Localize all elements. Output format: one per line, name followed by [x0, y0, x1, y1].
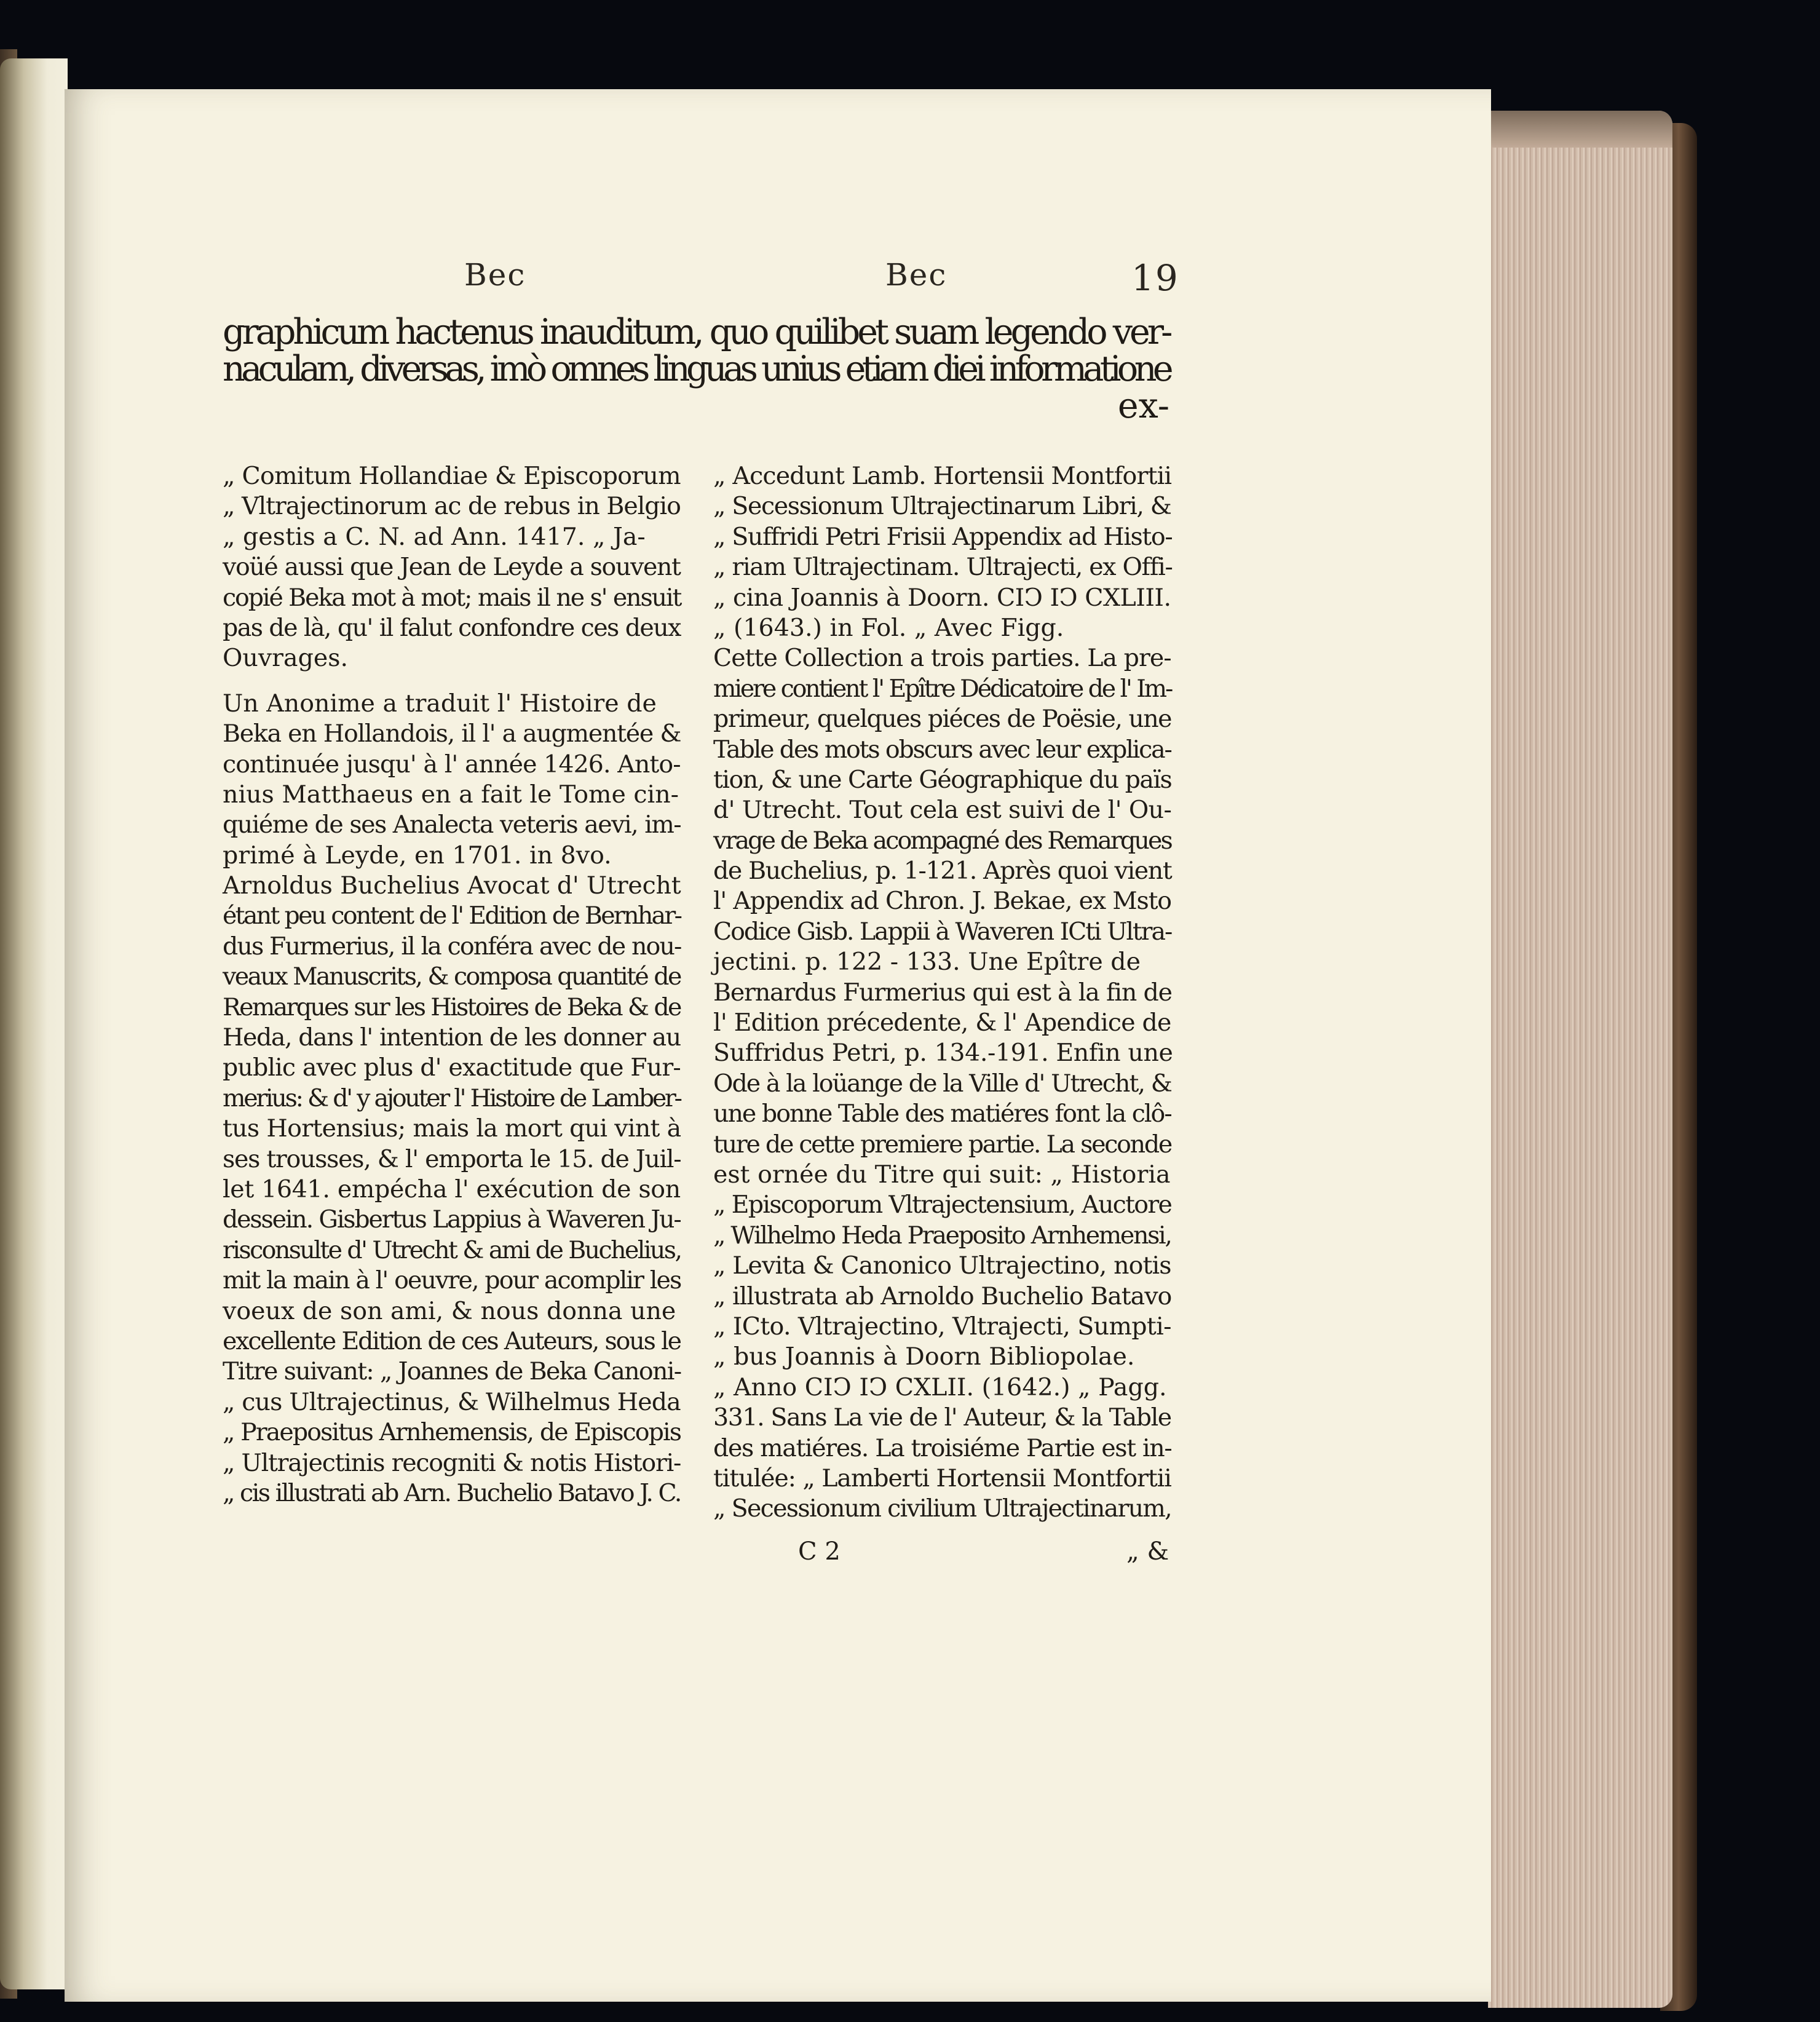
text-line: „ Secessionum civilium Ultrajectinarum, [713, 1494, 1172, 1523]
page-fore-edge [1488, 111, 1672, 2008]
text-line: miere contient l' Epître Dédicatoire de l' Im- [713, 674, 1172, 703]
running-head-left: Bec [464, 257, 526, 293]
text-line: une bonne Table des matiéres font la clô- [713, 1100, 1171, 1128]
text-line: „ Levita & Canonico Ultrajectino, notis [713, 1251, 1171, 1280]
text-line: „ Secessionum Ultrajectinarum Libri, & [713, 492, 1171, 521]
text-line: „ illustrata ab Arnoldo Buchelio Batavo [713, 1282, 1172, 1310]
text-line: public avec plus d' exactitude que Fur- [223, 1053, 681, 1082]
page-number: 19 [1131, 257, 1179, 299]
text-line: nius Matthaeus en a fait le Tome cin- [223, 780, 679, 809]
text-line: „ Anno CIↃ IↃ CXLII. (1642.) „ Pagg. [713, 1373, 1167, 1402]
text-line: Bernardus Furmerius qui est à la fin de [713, 978, 1172, 1007]
text-line: copié Beka mot à mot; mais il ne s' ensuit [223, 583, 681, 612]
text-line: titulée: „ Lamberti Hortensii Montfortii [713, 1464, 1171, 1493]
running-head-center: Bec [885, 257, 948, 293]
left-page-edge [0, 58, 68, 1989]
text-line: „ Accedunt Lamb. Hortensii Montfortii [713, 462, 1172, 490]
text-line: ses trousses, & l' emporta le 15. de Juil- [223, 1144, 681, 1173]
text-line: Table des mots obscurs avec leur explica- [713, 735, 1171, 764]
text-line: „ cus Ultrajectinus, & Wilhelmus Heda [223, 1387, 681, 1416]
text-line: Titre suivant: „ Joannes de Beka Canoni- [223, 1357, 681, 1386]
text-line: Remarques sur les Histoires de Beka & de [223, 993, 681, 1021]
signature-mark: C 2 [798, 1537, 841, 1566]
text-line: quiéme de ses Analecta veteris aevi, im- [223, 811, 681, 839]
text-line: „ ICto. Vltrajectino, Vltrajecti, Sumpti- [713, 1312, 1171, 1341]
text-line: jectini. p. 122 - 133. Une Epître de [713, 948, 1141, 977]
text-line: Codice Gisb. Lappii à Waveren ICti Ultra- [713, 917, 1172, 946]
text-line: „ Episcoporum Vltrajectensium, Auctore [713, 1191, 1172, 1219]
text-line: dus Furmerius, il la conféra avec de nou- [223, 932, 681, 961]
text-line: pas de là, qu' il falut confondre ces deux [223, 613, 681, 642]
text-line: des matiéres. La troisiéme Partie est in- [713, 1433, 1172, 1462]
text-line: excellente Edition de ces Auteurs, sous le [223, 1326, 681, 1355]
text-line: „ cina Joannis à Doorn. CIↃ IↃ CXLIII. [713, 583, 1171, 612]
text-line: risconsulte d' Utrecht & ami de Buchelius, [223, 1235, 681, 1264]
intro-line: graphicum hactenus inauditum, quo quilibet suam legendo ver- [223, 312, 1170, 352]
intro-line: naculam, diversas, imò omnes linguas unius etiam diei informatione [223, 349, 1170, 389]
text-line: „ Ultrajectinis recogniti & notis Histori- [223, 1448, 681, 1477]
text-line: veaux Manuscrits, & composa quantité de [223, 962, 681, 991]
text-line: tion, & une Carte Géographique du païs [713, 765, 1172, 794]
text-line: Un Anonime a traduit l' Histoire de [223, 689, 657, 718]
right-column [713, 461, 1171, 1524]
text-line: Arnoldus Buchelius Avocat d' Utrecht [223, 871, 681, 900]
text-line: Ode à la loüange de la Ville d' Utrecht, & [713, 1069, 1171, 1098]
text-line: de Buchelius, p. 1-121. Après quoi vient [713, 857, 1172, 886]
text-line: vrage de Beka acompagné des Remarques [713, 826, 1171, 855]
text-line: voeux de son ami, & nous donna une [223, 1296, 676, 1325]
text-line: étant peu content de l' Edition de Bernhar- [223, 902, 681, 930]
text-line: let 1641. empécha l' exécution de son [223, 1175, 681, 1203]
text-line: Beka en Hollandois, il l' a augmentée & [223, 720, 681, 748]
intro-line: ex- [1117, 386, 1169, 426]
text-line: Heda, dans l' intention de les donner au [223, 1023, 681, 1052]
text-line: l' Appendix ad Chron. J. Bekae, ex Msto [713, 887, 1171, 916]
text-line: „ Wilhelmo Heda Praeposito Arnhemensi, [713, 1221, 1171, 1250]
text-line: mit la main à l' oeuvre, pour acomplir les [223, 1266, 681, 1295]
text-line: „ Comitum Hollandiae & Episcoporum [223, 462, 681, 490]
text-line: Suffridus Petri, p. 134.-191. Enfin une [713, 1039, 1173, 1068]
text-line: merius: & d' y ajouter l' Histoire de Lamber- [223, 1084, 681, 1112]
text-line: continuée jusqu' à l' année 1426. Anto- [223, 750, 681, 779]
text-line: d' Utrecht. Tout cela est suivi de l' Ou- [713, 796, 1172, 825]
text-line: primé à Leyde, en 1701. in 8vo. [223, 841, 612, 870]
left-column [223, 461, 681, 1509]
page-fore-edge-top [1488, 111, 1672, 148]
text-line: „ Praepositus Arnhemensis, de Episcopis [223, 1418, 681, 1447]
text-line: „ riam Ultrajectinam. Ultrajecti, ex Offi- [713, 553, 1173, 582]
text-line [223, 674, 681, 689]
text-line: l' Edition précedente, & l' Apendice de [713, 1009, 1171, 1037]
text-line: dessein. Gisbertus Lappius à Waveren Ju- [223, 1205, 681, 1234]
text-line: Ouvrages. [223, 644, 349, 673]
text-line: „ bus Joannis à Doorn Bibliopolae. [713, 1342, 1135, 1371]
catchword: „ & [1126, 1537, 1169, 1566]
text-line: „ (1643.) in Fol. „ Avec Figg. [713, 613, 1064, 642]
text-line: primeur, quelques piéces de Poësie, une [713, 705, 1172, 734]
text-line: „ Vltrajectinorum ac de rebus in Belgio [223, 492, 681, 521]
intro-paragraph [223, 314, 1169, 424]
text-line: „ Suffridi Petri Frisii Appendix ad Histo- [713, 522, 1173, 551]
text-line: Cette Collection a trois parties. La pre- [713, 644, 1171, 673]
text-line: voüé aussi que Jean de Leyde a souvent [223, 553, 681, 582]
text-line: „ gestis a C. N. ad Ann. 1417. „ Ja- [223, 522, 646, 551]
text-line: tus Hortensius; mais la mort qui vint à [223, 1114, 681, 1143]
text-line: 331. Sans La vie de l' Auteur, & la Table [713, 1403, 1171, 1432]
text-line: ture de cette premiere partie. La seconde [713, 1130, 1172, 1159]
text-line: est ornée du Titre qui suit: „ Historia [713, 1160, 1171, 1189]
text-line: „ cis illustrati ab Arn. Buchelio Batavo J. C. [223, 1478, 681, 1507]
